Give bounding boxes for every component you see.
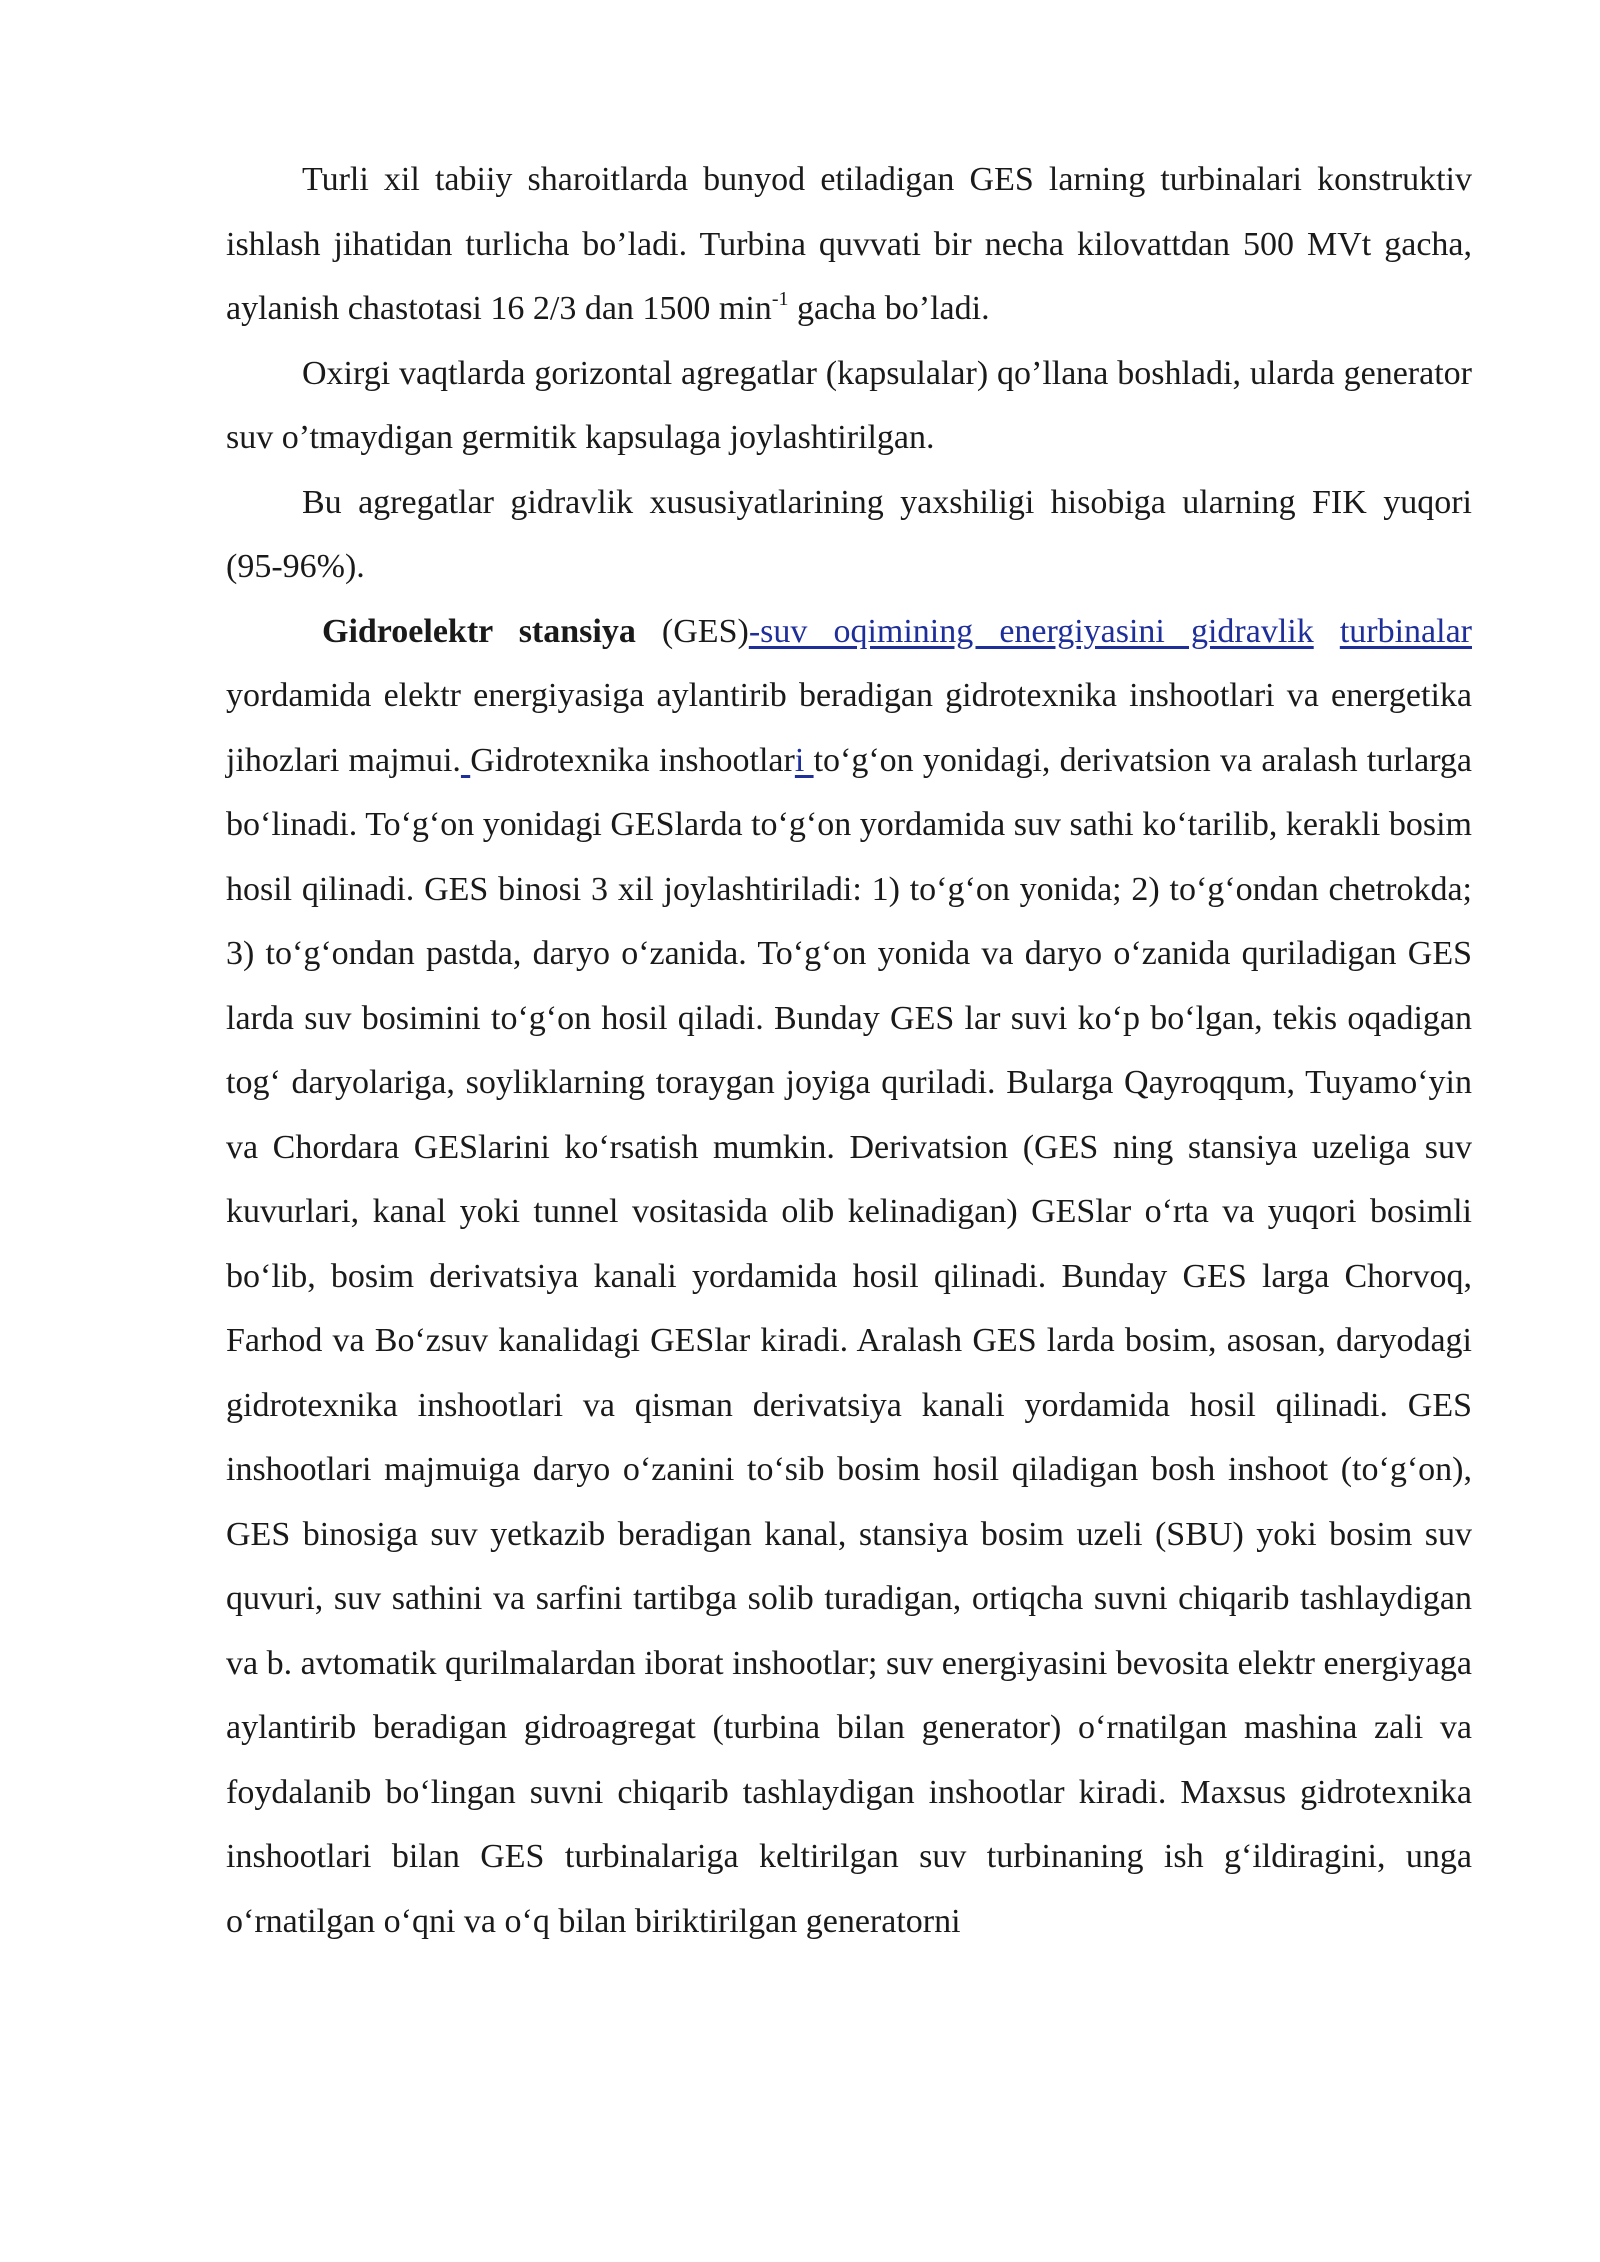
paragraph-ges-definition: [226, 600, 1472, 1955]
paragraph-efficiency: Bu agregatlar gidravlik xususiyatlarining yaxshiligi hisobiga ularning FIK yuqori (95-96%).: [226, 483, 1472, 585]
paragraph-horizontal-units: Oxirgi vaqtlarda gorizontal agregatlar (kapsulalar) qo’llana boshladi, ularda generator suv o’tmaydigan germitik kapsulaga joylashtirilgan.: [226, 354, 1472, 456]
link-space[interactable]: [461, 742, 470, 779]
link-inshootlari[interactable]: i: [794, 741, 814, 779]
link-turbines[interactable]: turbinalar: [1339, 612, 1472, 650]
paragraph-text: Gidrotexnika inshootlar: [470, 741, 795, 779]
paragraph-text: gacha bo’ladi.: [788, 290, 990, 327]
abbreviation: (GES): [635, 612, 749, 650]
paragraph-text: to‘g‘on yonidagi, derivatsion va aralash turlarga bo‘linadi. To‘g‘on yonidagi GESlarda to‘g‘on yordamida suv sathi ko‘tarilib, kerakli bosim hosil qilinadi. GES binosi 3 xil joylashtiriladi: 1) to‘g‘on yonida; 2) to‘g‘ondan chetrokda; 3) to‘g‘ondan pastda, daryo o‘zanida. To‘g‘on yonida va daryo o‘zanida quriladigan GES larda suv bosimini to‘g‘on hosil qiladi. Bunday GES lar suvi ko‘p bo‘lgan, tekis oqadigan tog‘ daryolariga, soyliklarning toraygan joyiga quriladi. Bularga Qayroqqum, Tuyamo‘yin va Chordara GESlarini ko‘rsatish mumkin. Derivatsion (GES ning stansiya uzeliga suv kuvurlari, kanal yoki tunnel vositasida olib kelinadigan) GESlar o‘rta va yuqori bosimli bo‘lib, bosim derivatsiya kanali yordamida hosil qilinadi. Bunday GES larga Chorvoq, Farhod va Bo‘zsuv kanalidagi GESlar kiradi. Aralash GES larda bosim, asosan, daryodagi gidrotexnika inshootlari va qisman derivatsiya kanali yordamida hosil qilinadi. GES inshootlari majmuiga daryo o‘zanini to‘sib bosim hosil qiladigan bosh inshoot (to‘g‘on), GES binosiga suv yetkazib beradigan kanal, stansiya bosim uzeli (SBU) yoki bosim suv quvuri, suv sathini va sarfini tartibga solib turadigan, ortiqcha suvni chiqarib tashlaydigan va b. avtomatik qurilmalardan iborat inshootlar; suv energiyasini bevosita elektr energiyaga aylantirib beradigan gidroagregat (turbina bilan generator) o‘rnatilgan mashina zali va foydalanib bo‘lingan suvni chiqarib tashlaydigan inshootlar kiradi. Maxsus gidrotexnika inshootlari bilan GES turbinalariga keltirilgan suv turbinaning ish g‘ildiragini, unga o‘rnatilgan o‘qni va o‘q bilan biriktirilgan generatorni: [226, 741, 1473, 1940]
paragraph-text: yordamida elektr energiyasiga aylantirib beradigan gidrotexnika inshootlari va energetika jihozlari majmui.: [226, 677, 1472, 779]
superscript-exponent: -1: [771, 288, 789, 310]
link-water-energy[interactable]: -suv oqimining energiyasini gidravlik: [748, 612, 1314, 650]
link-gap: [1314, 613, 1340, 650]
paragraph-turbine-specs: [226, 148, 1472, 342]
paragraph-text: Turli xil tabiiy sharoitlarda bunyod etiladigan GES larning turbinalari konstruktiv ishlash jihatidan turlicha bo’ladi. Turbina quvvati bir necha kilovattdan 500 MVt gacha, aylanish chastotasi 16 2/3 dan 1500 min: [226, 161, 1472, 327]
term-bold: Gidroelektr stansiya: [322, 612, 636, 650]
document-page: [226, 148, 1472, 1954]
